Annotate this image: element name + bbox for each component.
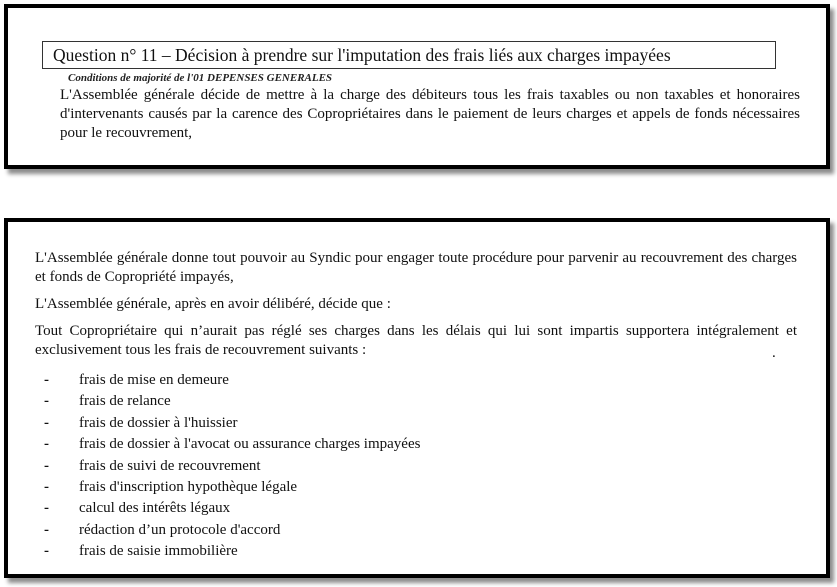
majority-conditions: Conditions de majorité de l'01 DEPENSES GENERALES xyxy=(68,72,333,84)
list-item xyxy=(35,456,420,477)
list-item xyxy=(35,520,420,541)
list-item xyxy=(35,370,420,391)
bullet-dash: - xyxy=(44,500,49,517)
list-item xyxy=(35,541,420,562)
fee-label: frais de mise en demeure xyxy=(79,372,229,388)
list-item xyxy=(35,498,420,519)
bullet-dash: - xyxy=(44,393,49,410)
question-title: Question n° 11 – Décision à prendre sur l'imputation des frais liés aux charges impayées xyxy=(42,41,776,69)
bullet-dash: - xyxy=(44,543,49,560)
list-item xyxy=(35,391,420,412)
resolution-panel xyxy=(4,218,830,578)
decision-paragraph: L'Assemblée générale décide de mettre à la charge des débiteurs tous les frais taxables ou non taxables et honoraires d'intervenants causés par la carence des Copropriétaires dans le paiement de leurs charges et appels de fonds nécessaires pour le recouvrement, xyxy=(60,87,800,141)
bullet-dash: - xyxy=(44,457,49,474)
fee-label: rédaction d’un protocole d'accord xyxy=(79,521,281,538)
list-item xyxy=(35,477,420,498)
bullet-dash: - xyxy=(44,521,49,538)
bullet-dash: - xyxy=(44,478,49,495)
fee-label: frais de dossier à l'huissier xyxy=(79,414,238,431)
question-panel xyxy=(4,4,830,169)
fees-list xyxy=(35,370,420,563)
bullet-dash: - xyxy=(44,414,49,431)
syndic-powers-paragraph: L'Assemblée générale donne tout pouvoir au Syndic pour engager toute procédure pour parvenir au recouvrement des charges et fonds de Copropriété impayés, xyxy=(35,250,797,285)
fee-label: frais de dossier à l'avocat ou assurance charges impayées xyxy=(79,436,421,453)
deliberation-paragraph: L'Assemblée générale, après en avoir délibéré, décide que : xyxy=(35,296,391,312)
fee-label: frais de relance xyxy=(79,393,171,410)
fee-label: calcul des intérêts légaux xyxy=(79,500,231,517)
fee-label: frais de saisie immobilière xyxy=(79,543,238,560)
stray-dot: . xyxy=(772,345,776,361)
bullet-dash: - xyxy=(44,372,49,388)
list-item xyxy=(35,413,420,434)
fee-label: frais de suivi de recouvrement xyxy=(79,457,261,474)
recovery-fees-paragraph: Tout Copropriétaire qui n’aurait pas réglé ses charges dans les délais qui lui sont impartis supportera intégralement et exclusivement tous les frais de recouvrement suivants : xyxy=(35,323,797,358)
fee-label: frais d'inscription hypothèque légale xyxy=(79,478,298,495)
list-item xyxy=(35,434,420,455)
bullet-dash: - xyxy=(44,436,49,453)
